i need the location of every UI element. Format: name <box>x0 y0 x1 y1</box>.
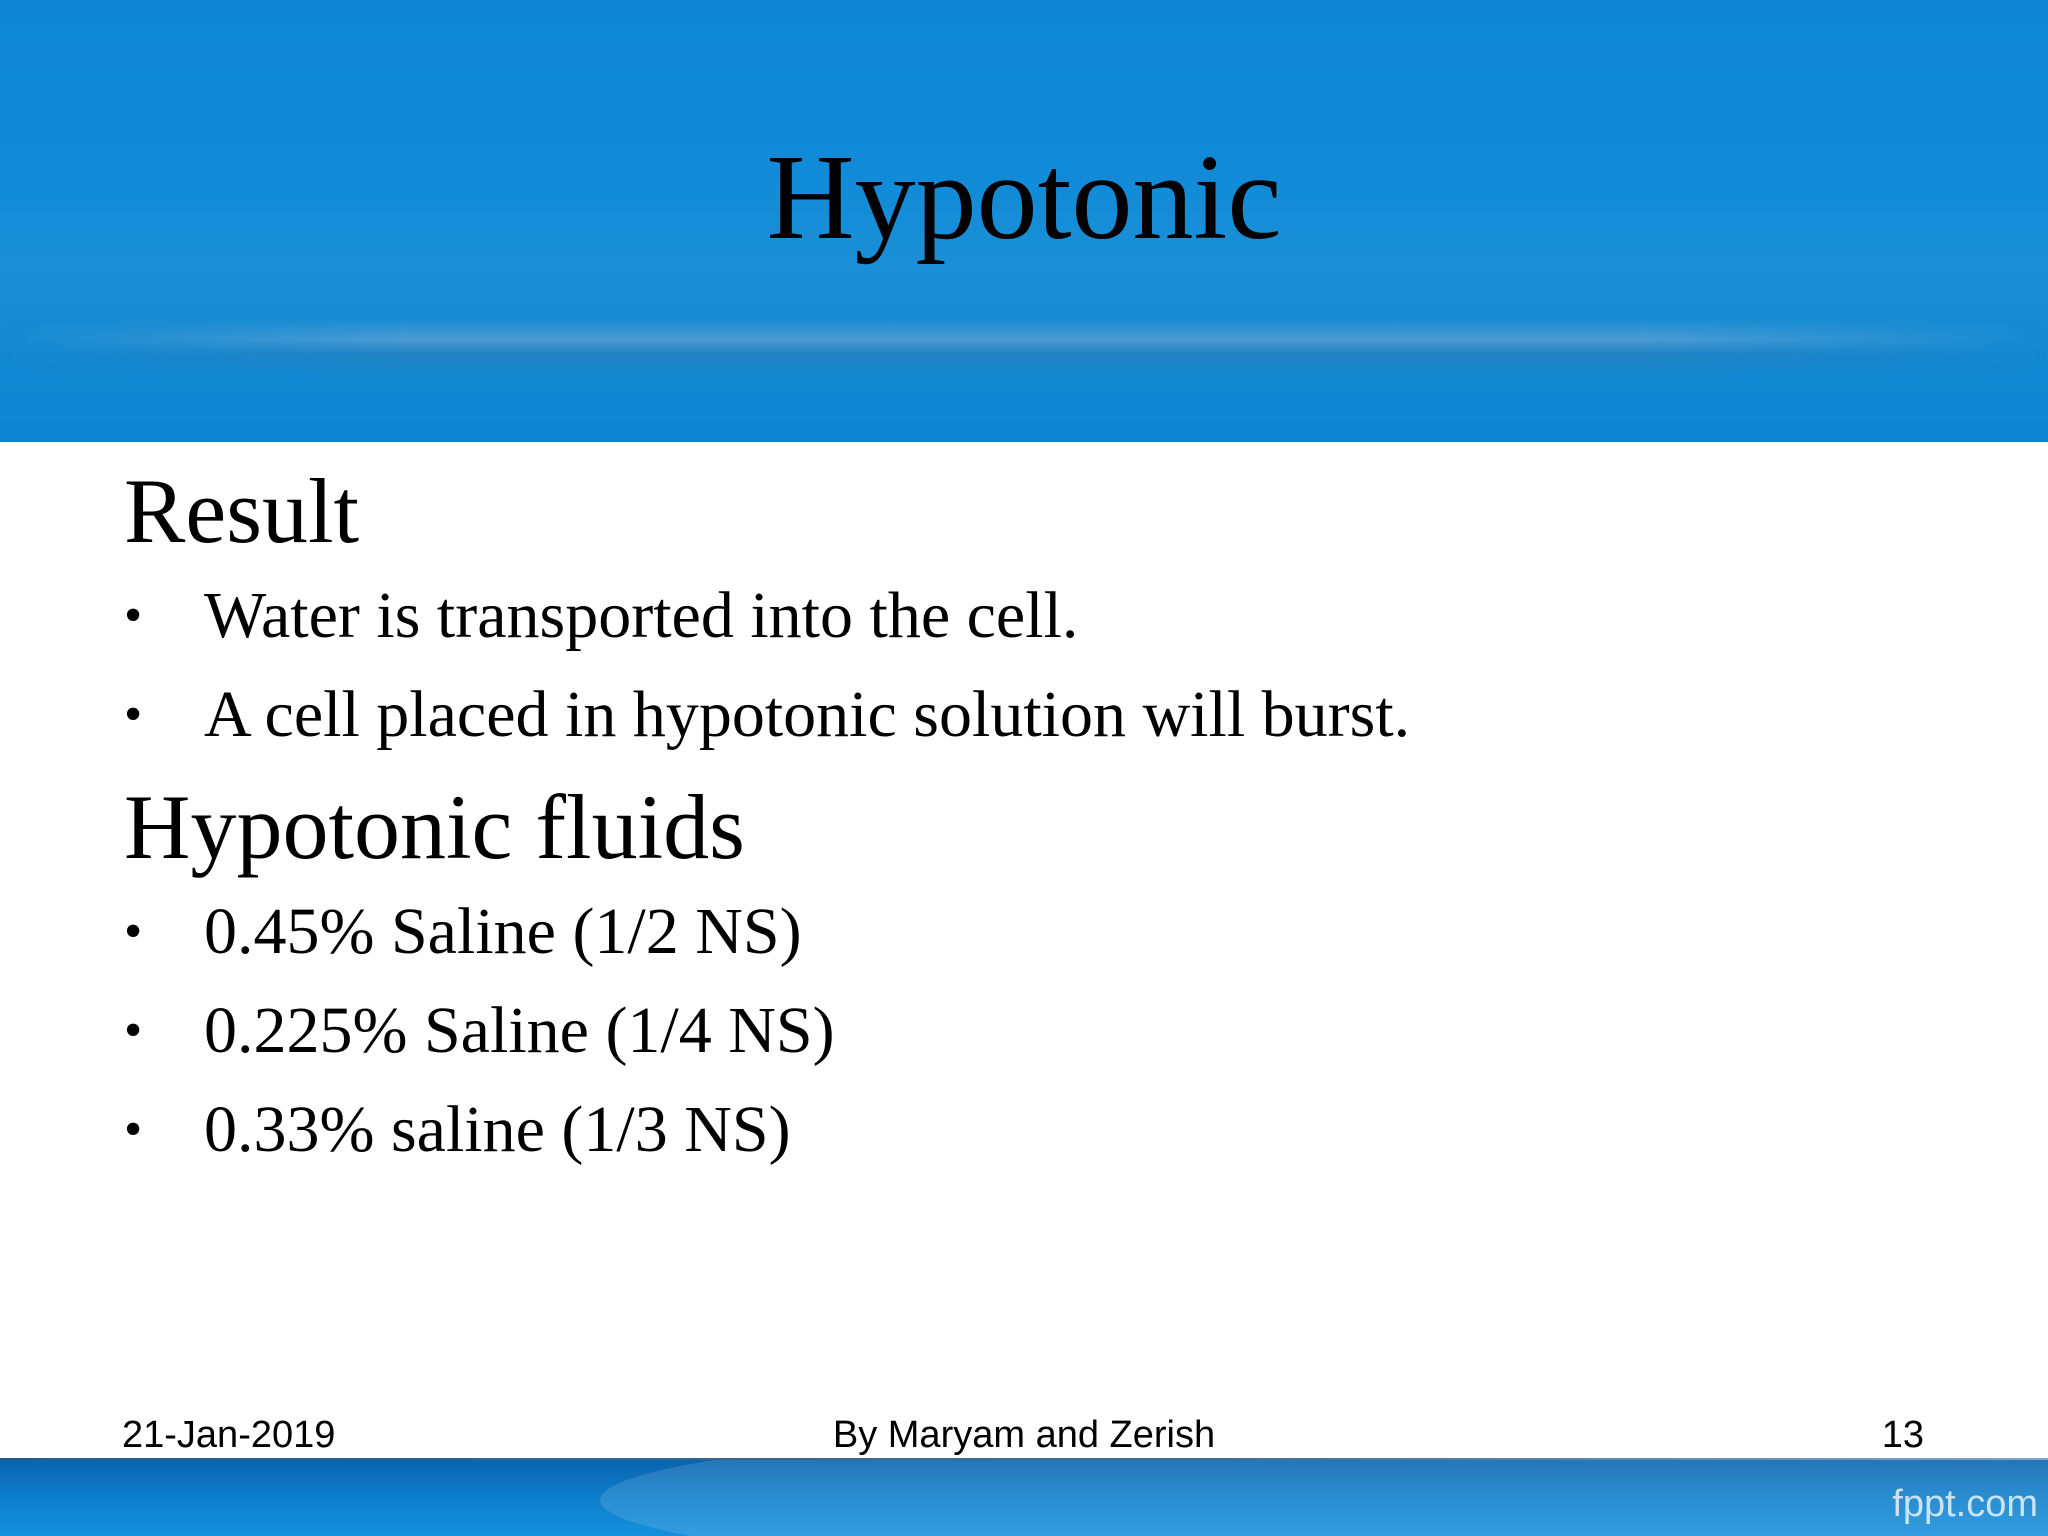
header-stripe <box>0 318 2048 378</box>
bullet-text: 0.225% Saline (1/4 NS) <box>204 994 835 1067</box>
page-number: 13 <box>1881 1414 1924 1456</box>
footer-author: By Maryam and Zerish <box>832 1414 1216 1456</box>
slide-footer <box>0 1410 2048 1460</box>
bullet-item <box>124 566 1924 665</box>
slide-title: Hypotonic <box>766 130 1282 265</box>
bullet-text: Water is transported into the cell. <box>204 579 1079 652</box>
bullet-list-result <box>124 566 1924 764</box>
bullet-icon: • <box>124 587 143 644</box>
bullet-text: A cell placed in hypotonic solution will burst. <box>204 678 1411 751</box>
bullet-text: 0.45% Saline (1/2 NS) <box>204 895 802 968</box>
bullet-icon: • <box>124 903 143 960</box>
bullet-item <box>124 882 1924 981</box>
bottom-band <box>0 1460 2048 1536</box>
bullet-item <box>124 981 1924 1080</box>
bottom-swoosh <box>600 1460 2048 1536</box>
section-heading-hypotonic-fluids: Hypotonic fluids <box>124 776 745 878</box>
bullet-item <box>124 665 1924 764</box>
bullet-icon: • <box>124 686 143 743</box>
section-heading-result: Result <box>124 460 360 562</box>
section-gap <box>124 764 1924 772</box>
footer-date: 21-Jan-2019 <box>122 1414 336 1456</box>
bullet-list-hypotonic-fluids <box>124 882 1924 1179</box>
watermark-logo: fppt.com <box>1892 1483 2038 1525</box>
bullet-item <box>124 1080 1924 1179</box>
bullet-icon: • <box>124 1002 143 1059</box>
bullet-text: 0.33% saline (1/3 NS) <box>204 1093 791 1166</box>
slide-content <box>124 456 1924 1179</box>
bullet-icon: • <box>124 1101 143 1158</box>
